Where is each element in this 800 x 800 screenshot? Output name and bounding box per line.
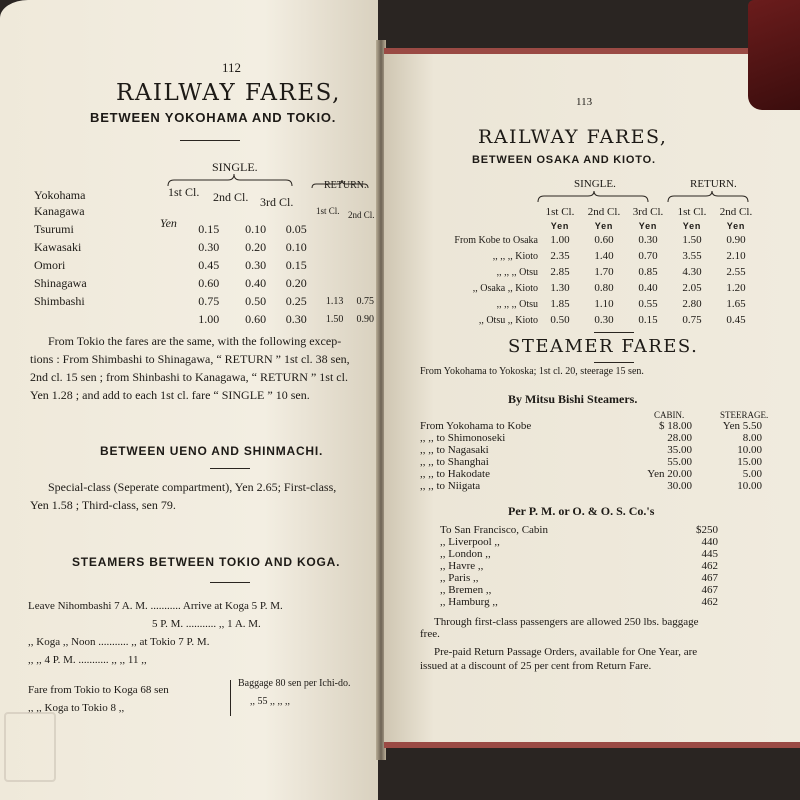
steerage-fare: 5.00 xyxy=(742,468,762,480)
unit-label: Yen xyxy=(726,220,746,231)
col-header: 2nd Cl. xyxy=(587,205,621,218)
fare-cell: 1.85 xyxy=(550,298,570,310)
page-number-right: 113 xyxy=(576,96,593,108)
fare-cell: 2.80 xyxy=(682,298,702,310)
divider xyxy=(230,680,231,716)
fare-cell: 0.50 xyxy=(550,314,570,326)
route: ,, ,, ,, Kioto xyxy=(492,250,538,262)
table-row xyxy=(440,596,718,608)
fare-cell: 0.20 xyxy=(285,275,307,290)
fare-cell: 0.30 xyxy=(638,234,658,246)
fare-cell: 1.00 xyxy=(550,234,570,246)
steerage-fare: 10.00 xyxy=(737,444,762,456)
fare-cell: 2.05 xyxy=(682,282,702,294)
fare-cell: 0.10 xyxy=(245,221,267,236)
return-label: RETURN. xyxy=(324,180,367,191)
fare-cell xyxy=(343,256,374,274)
fare-cell: 0.60 xyxy=(198,275,220,290)
route: ,, ,, to Nagasaki xyxy=(420,444,489,456)
table-row xyxy=(420,456,762,468)
table-row xyxy=(414,248,758,264)
table-row xyxy=(414,280,758,296)
route: ,, Paris ,, xyxy=(440,572,479,584)
fare-cell: 3.55 xyxy=(682,250,702,262)
fare-cell: 1.30 xyxy=(550,282,570,294)
koga-line: Leave Nihombashi 7 A. M. ........... Arrive at Koga 5 P. M. xyxy=(28,600,283,612)
route: ,, Bremen ,, xyxy=(440,584,492,596)
table-row xyxy=(440,548,718,560)
single-label: SINGLE. xyxy=(212,160,258,174)
fare-cell: 4.30 xyxy=(682,266,702,278)
col-header: 2nd Cl. xyxy=(719,205,753,218)
station: Kawasaki xyxy=(34,239,82,254)
fare-cell: 0.50 xyxy=(245,293,267,308)
cabin-fare: Yen 20.00 xyxy=(647,468,692,480)
paragraph-line: Yen 1.28 ; and add to each 1st cl. fare “ SINGLE ” 10 sen. xyxy=(30,388,310,402)
station: Shimbashi xyxy=(34,293,85,308)
left-title: RAILWAY FARES, xyxy=(116,80,341,106)
station xyxy=(34,310,189,328)
station: Omori xyxy=(34,257,66,272)
divider xyxy=(210,468,250,469)
left-page xyxy=(0,0,378,800)
table-row xyxy=(34,238,374,256)
fare: 462 xyxy=(701,596,718,608)
fare-cell: 0.85 xyxy=(638,266,658,278)
route: ,, ,, to Shanghai xyxy=(420,456,489,468)
left-subtitle: BETWEEN YOKOHAMA AND TOKIO. xyxy=(90,110,337,125)
table-row xyxy=(440,560,718,572)
route: To San Francisco, Cabin xyxy=(440,524,548,536)
note-line: free. xyxy=(420,628,440,640)
fare-cell: 0.30 xyxy=(245,257,267,272)
fare-cell: 1.10 xyxy=(594,298,614,310)
station: Shinagawa xyxy=(34,275,87,290)
route: ,, ,, to Niigata xyxy=(420,480,481,492)
fare-cell xyxy=(307,220,344,238)
table-row xyxy=(34,220,374,238)
cabin-fare: 55.00 xyxy=(667,456,692,468)
fare: 440 xyxy=(701,536,718,548)
fare-cell: 0.20 xyxy=(245,239,267,254)
steerage-label: STEERAGE. xyxy=(720,410,769,420)
note-line: issued at a discount of 25 per cent from Return Fare. xyxy=(420,660,652,672)
right-page xyxy=(384,48,800,748)
steerage-fare: 15.00 xyxy=(737,456,762,468)
cabin-label: CABIN. xyxy=(654,410,685,420)
col-header: 3rd Cl. xyxy=(632,205,664,218)
koga-line: ,, ,, 4 P. M. ........... ,, ,, 11 ,, xyxy=(28,654,147,666)
divider xyxy=(594,362,634,363)
fare-cell: 0.40 xyxy=(245,275,267,290)
fare-cell xyxy=(307,238,344,256)
bookmark-clip xyxy=(748,0,800,110)
steamer-title: STEAMER FARES. xyxy=(508,336,699,357)
fare-cell: 1.50 xyxy=(682,234,702,246)
table-row xyxy=(440,524,718,536)
fare-cell: 2.55 xyxy=(726,266,746,278)
route: ,, ,, to Shimonoseki xyxy=(420,432,506,444)
fare-cell: 0.45 xyxy=(198,257,220,272)
library-stamp xyxy=(4,712,56,782)
section-title-koga: STEAMERS BETWEEN TOKIO AND KOGA. xyxy=(72,555,341,569)
fare-line: ,, ,, Koga to Tokio 8 ,, xyxy=(28,702,125,714)
cabin-fare: $ 18.00 xyxy=(659,420,692,432)
table-row xyxy=(440,572,718,584)
fare-cell: 2.35 xyxy=(550,250,570,262)
pm-table xyxy=(440,524,718,608)
route: ,, Osaka ,, Kioto xyxy=(472,282,538,294)
brace-lines xyxy=(534,190,764,204)
currency-label: Yen xyxy=(160,216,177,230)
col-header: 1st Cl. xyxy=(677,205,707,218)
paragraph-line: Yen 1.58 ; Third-class, sen 79. xyxy=(30,498,176,512)
station: Kanagawa xyxy=(34,204,85,218)
fare-cell: 2.85 xyxy=(550,266,570,278)
fare-cell: 0.15 xyxy=(198,221,220,236)
fare-cell: 0.30 xyxy=(285,311,307,326)
paragraph-line: Special-class (Seperate compartment), Yen 2.65; First-class, xyxy=(48,480,337,494)
fare-cell: 2.10 xyxy=(726,250,746,262)
station: Yokohama xyxy=(34,188,86,202)
fare-cell: 1.13 xyxy=(325,295,344,307)
cabin-fare: 28.00 xyxy=(667,432,692,444)
fare-cell: 0.25 xyxy=(285,293,307,308)
station: Tsurumi xyxy=(34,221,74,236)
fare-cell xyxy=(307,274,344,292)
fare-cell: 0.60 xyxy=(594,234,614,246)
col-1st: 1st Cl. xyxy=(168,185,200,199)
table-row xyxy=(414,296,758,312)
table-row xyxy=(420,468,762,480)
table-row xyxy=(414,312,758,328)
fare-line: Fare from Tokio to Koga 68 sen xyxy=(28,684,169,696)
unit-label: Yen xyxy=(682,220,702,231)
koga-line: ,, Koga ,, Noon ........... ,, at Tokio 7 P. M. xyxy=(28,636,210,648)
col-3rd: 3rd Cl. xyxy=(260,195,294,209)
fare-cell: 1.20 xyxy=(726,282,746,294)
route: ,, Otsu ,, Kioto xyxy=(478,314,538,326)
steerage-fare: 8.00 xyxy=(742,432,762,444)
fare-cell: 0.30 xyxy=(594,314,614,326)
fare-cell: 0.75 xyxy=(356,295,374,307)
fare-cell: 1.50 xyxy=(325,313,344,325)
paragraph-line: tions : From Shimbashi to Shinagawa, “ RETURN ” 1st cl. 38 sen, xyxy=(30,352,350,366)
koga-line: 5 P. M. ........... ,, 1 A. M. xyxy=(152,618,261,630)
fare-cell: 0.45 xyxy=(726,314,746,326)
table-row xyxy=(420,480,762,492)
fare-cell: 0.15 xyxy=(638,314,658,326)
fare-cell: 0.90 xyxy=(726,234,746,246)
col-2nd: 2nd Cl. xyxy=(213,190,249,204)
table-row xyxy=(34,274,374,292)
cabin-fare: 30.00 xyxy=(667,480,692,492)
fare-cell: 0.90 xyxy=(356,313,374,325)
table-row xyxy=(414,264,758,280)
col-ret-1st: 1st Cl. xyxy=(316,206,340,216)
fare-cell: 1.65 xyxy=(726,298,746,310)
paragraph-line: 2nd cl. 15 sen ; from Shinbashi to Kanagawa, “ RETURN ” 1st cl. xyxy=(30,370,348,384)
fare-table-osaka xyxy=(414,204,758,328)
yokosuka-line: From Yokohama to Yokoska; 1st cl. 20, steerage 15 sen. xyxy=(420,366,644,377)
fare-cell xyxy=(307,256,344,274)
table-row xyxy=(440,536,718,548)
right-subtitle: BETWEEN OSAKA AND KIOTO. xyxy=(472,154,656,166)
route: ,, Hamburg ,, xyxy=(440,596,498,608)
table-row xyxy=(420,432,762,444)
page-number-left: 112 xyxy=(222,60,242,75)
route: ,, London ,, xyxy=(440,548,491,560)
fare-cell: 1.00 xyxy=(198,311,220,326)
fare-cell xyxy=(343,274,374,292)
baggage-line: ,, 55 ,, ,, ,, xyxy=(250,696,290,707)
fare-cell: 1.40 xyxy=(594,250,614,262)
divider xyxy=(180,140,240,141)
fare: 467 xyxy=(701,584,718,596)
fare-cell: 0.05 xyxy=(285,221,307,236)
mitsu-table xyxy=(420,420,762,492)
divider xyxy=(210,582,250,583)
route: ,, Havre ,, xyxy=(440,560,484,572)
baggage-line: Baggage 80 sen per Ichi-do. xyxy=(238,678,351,689)
fare-cell: 0.75 xyxy=(198,293,220,308)
table-row xyxy=(414,232,758,248)
unit-label: Yen xyxy=(550,220,570,231)
fare-cell: 0.30 xyxy=(198,239,220,254)
fare-cell: 0.10 xyxy=(285,239,307,254)
route: From Yokohama to Kobe xyxy=(420,420,532,432)
divider xyxy=(594,332,634,333)
table-row xyxy=(34,292,374,310)
unit-label: Yen xyxy=(638,220,658,231)
route: From Kobe to Osaka xyxy=(454,234,538,246)
fare-cell: 0.80 xyxy=(594,282,614,294)
fare: 445 xyxy=(701,548,718,560)
note-line: Through first-class passengers are allowed 250 lbs. baggage xyxy=(434,616,699,628)
return-label: RETURN. xyxy=(690,178,737,190)
fare: 462 xyxy=(701,560,718,572)
paragraph-line: From Tokio the fares are the same, with the following excep- xyxy=(48,334,342,348)
fare-cell xyxy=(343,238,374,256)
col-ret-2nd: 2nd Cl. xyxy=(348,210,375,220)
col-header: 1st Cl. xyxy=(545,205,575,218)
mitsu-title: By Mitsu Bishi Steamers. xyxy=(508,392,638,406)
table-row xyxy=(34,256,374,274)
fare-cell: 0.15 xyxy=(285,257,307,272)
cabin-fare: 35.00 xyxy=(667,444,692,456)
fare-cell: 0.60 xyxy=(245,311,267,326)
fare-cell: 0.70 xyxy=(638,250,658,262)
table-row xyxy=(34,310,374,328)
steerage-fare: Yen 5.50 xyxy=(722,420,762,432)
route: ,, ,, ,, Otsu xyxy=(496,298,538,310)
note-line: Pre-paid Return Passage Orders, available for One Year, are xyxy=(434,646,698,658)
steerage-fare: 10.00 xyxy=(737,480,762,492)
fare-table-yokohama xyxy=(34,220,374,328)
fare: 467 xyxy=(701,572,718,584)
table-row xyxy=(440,584,718,596)
table-row xyxy=(420,444,762,456)
single-label: SINGLE. xyxy=(574,178,616,190)
route: ,, Liverpool ,, xyxy=(440,536,500,548)
route: ,, ,, to Hakodate xyxy=(420,468,490,480)
fare-cell xyxy=(343,220,374,238)
fare-cell: 0.55 xyxy=(638,298,658,310)
route: ,, ,, ,, Otsu xyxy=(496,266,538,278)
unit-label: Yen xyxy=(594,220,614,231)
fare-cell: 0.40 xyxy=(638,282,658,294)
fare-cell: 0.75 xyxy=(682,314,702,326)
pm-title: Per P. M. or O. & O. S. Co.'s xyxy=(508,504,655,518)
table-header xyxy=(414,204,758,219)
fare-cell: 1.70 xyxy=(594,266,614,278)
right-title: RAILWAY FARES, xyxy=(478,126,668,148)
table-row xyxy=(420,420,762,432)
section-title-ueno: BETWEEN UENO AND SHINMACHI. xyxy=(100,444,324,458)
table-header xyxy=(414,219,758,232)
fare: $250 xyxy=(696,524,718,536)
